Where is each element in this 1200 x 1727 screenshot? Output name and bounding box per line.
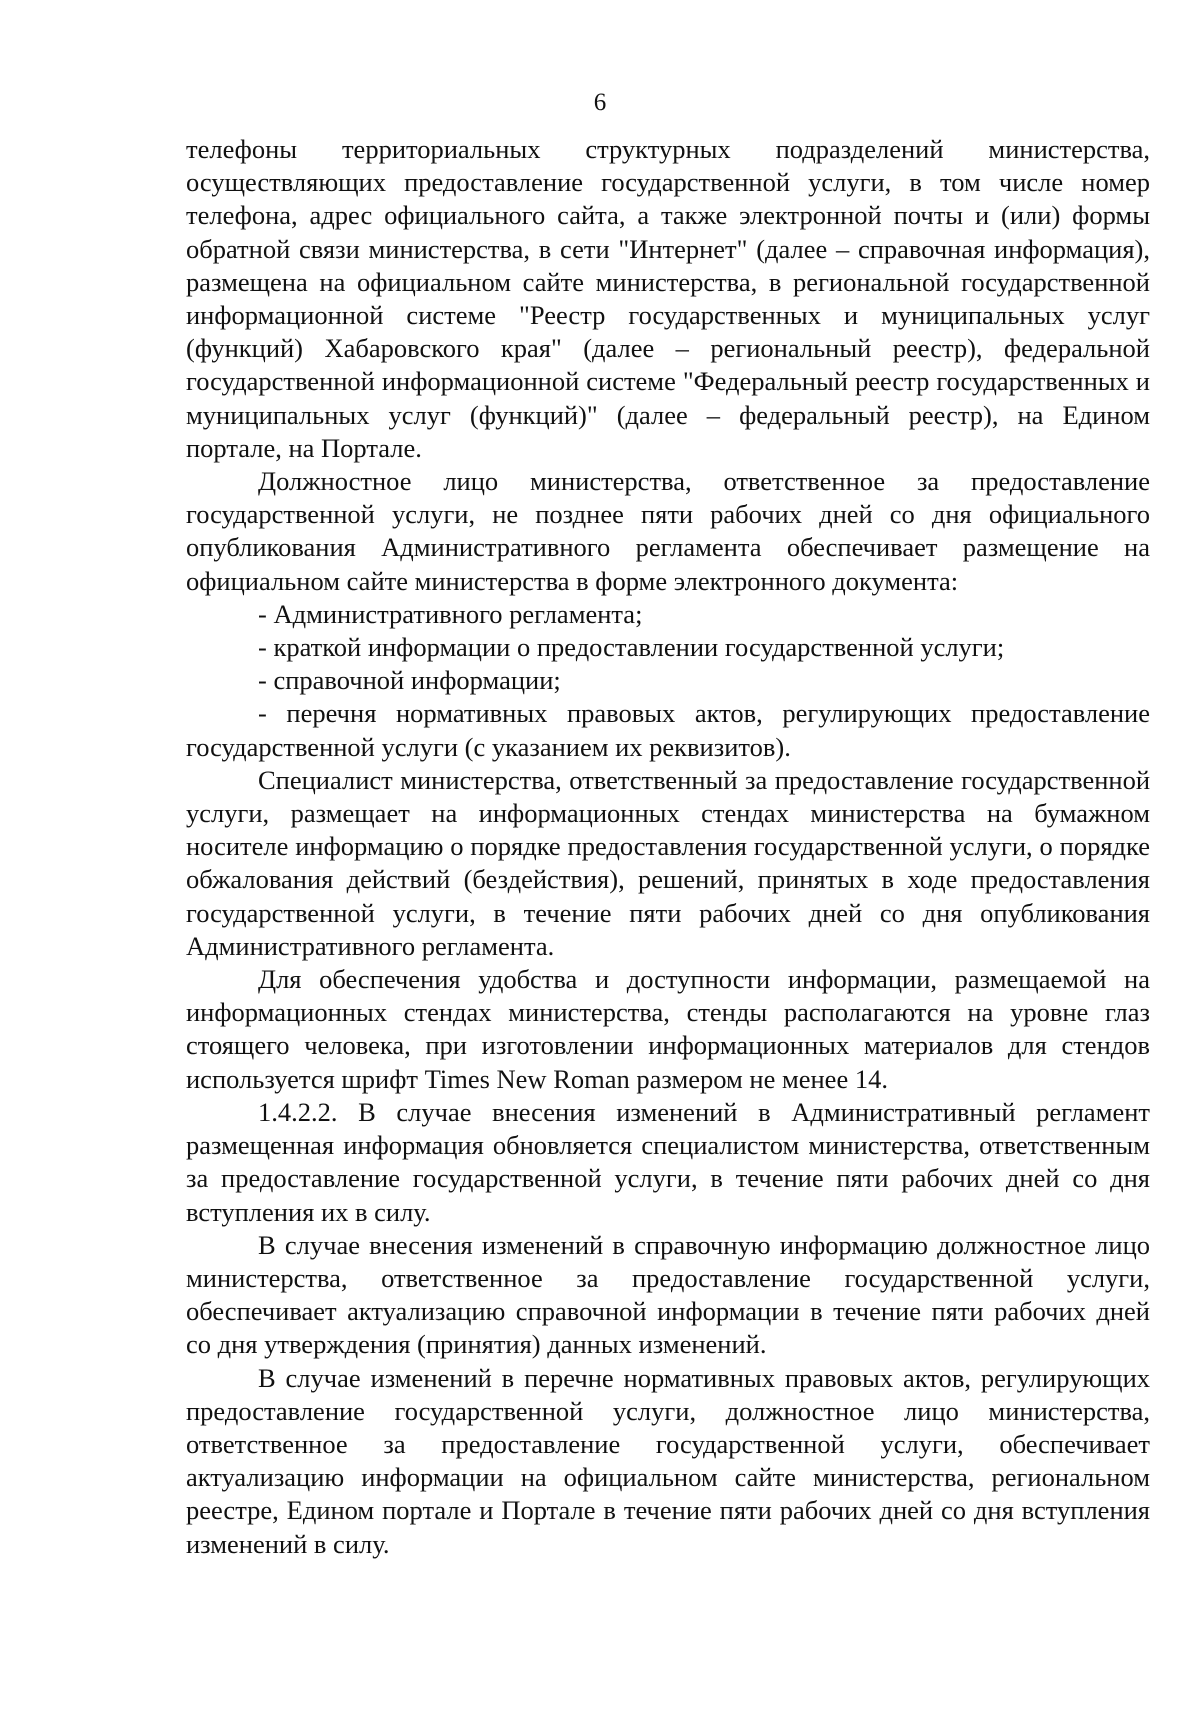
list-item-regulation: - Административного регламента;	[258, 598, 643, 629]
document-body	[186, 133, 1150, 1561]
list-item-reference-info: - справочной информации;	[258, 665, 561, 696]
paragraph-contacts-continuation: телефоны территориальных структурных подразделений министерства, осуществляющих предоставление государственной услуги, в том числе номер телефона, адрес официального сайта, а также электронной почты и (или) формы обратной связи министерства, в сети "Интернет" (далее – справочная информация), размещена на официальном сайте министерства, в региональной государственной информационной системе "Реестр государственных и муниципальных услуг (функций) Хабаровского края" (далее – региональный реестр), федеральной государственной информационной системе "Федеральный реестр государственных и муниципальных услуг (функций)" (далее – федеральный реестр), на Едином портале, на Портале.	[186, 134, 1150, 463]
list-item-legal-acts: - перечня нормативных правовых актов, регулирующих предоставление государственной услуги (с указанием их реквизитов).	[186, 698, 1150, 762]
paragraph-specialist-stands: Специалист министерства, ответственный за предоставление государственной услуги, размещает на информационных стендах министерства на бумажном носителе информацию о порядке предоставления государственной услуги, о порядке обжалования действий (бездействия), решений, принятых в ходе предоставления государственной услуги, в течение пяти рабочих дней со дня опубликования Административного регламента.	[186, 764, 1150, 961]
paragraph-official-duties: Должностное лицо министерства, ответственное за предоставление государственной услуги, не позднее пяти рабочих дней со дня официального опубликования Административного регламента обеспечивает размещение на официальном сайте министерства в форме электронного документа:	[186, 466, 1150, 596]
paragraph-stands-accessibility: Для обеспечения удобства и доступности информации, размещаемой на информационных стендах министерства, стенды располагаются на уровне глаз стоящего человека, при изготовлении информационных материалов для стендов используется шрифт Times New Roman размером не менее 14.	[186, 964, 1150, 1094]
list-item-brief-info: - краткой информации о предоставлении государственной услуги;	[258, 632, 1005, 663]
page-number: 6	[593, 89, 607, 116]
paragraph-reference-updates: В случае внесения изменений в справочную информацию должностное лицо министерства, ответственное за предоставление государственной услуги, обеспечивает актуализацию справочной информации в течение пяти рабочих дней со дня утверждения (принятия) данных изменений.	[186, 1229, 1150, 1360]
paragraph-section-1-4-2-2: 1.4.2.2. В случае внесения изменений в Административный регламент размещенная информация обновляется специалистом министерства, ответственным за предоставление государственной услуги, в течение пяти рабочих дней со дня вступления их в силу.	[186, 1096, 1150, 1227]
paragraph-legal-acts-updates: В случае изменений в перечне нормативных правовых актов, регулирующих предоставление государственной услуги, должностное лицо министерства, ответственное за предоставление государственной услуги, обеспечивает актуализацию информации на официальном сайте министерства, региональном реестре, Едином портале и Портале в течение пяти рабочих дней со дня вступления изменений в силу.	[186, 1362, 1150, 1559]
